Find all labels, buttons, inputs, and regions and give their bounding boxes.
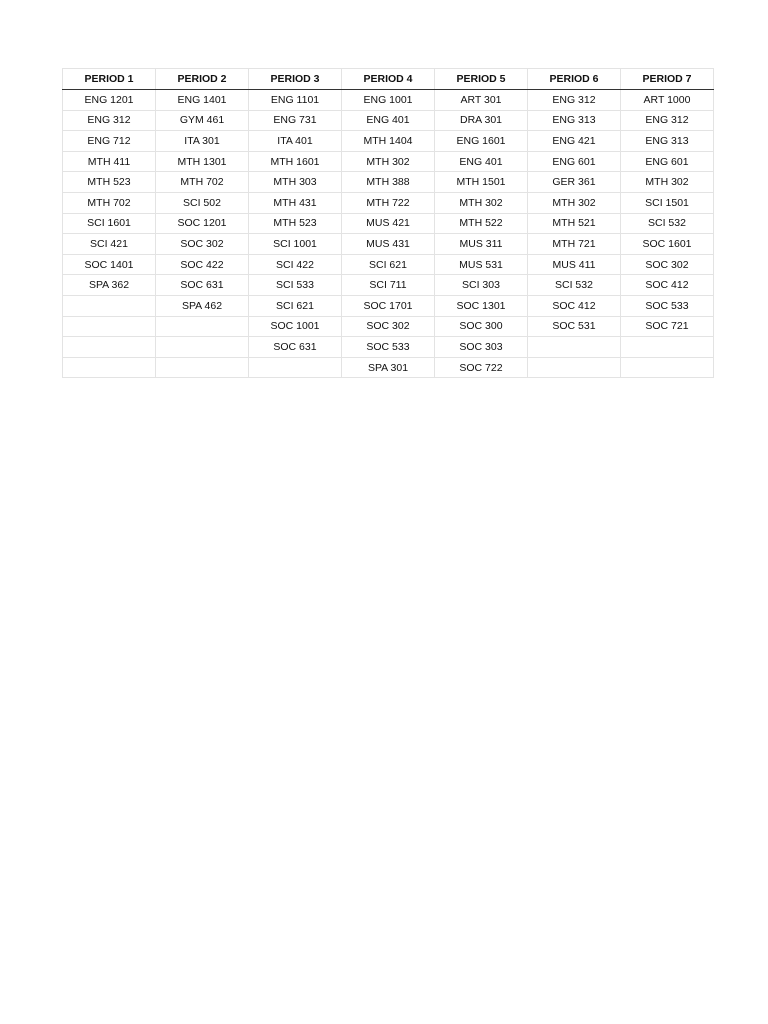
course-cell [63, 337, 156, 358]
course-cell: SCI 422 [249, 254, 342, 275]
course-cell: MUS 431 [342, 234, 435, 255]
course-cell [621, 357, 714, 378]
course-cell: SCI 502 [156, 192, 249, 213]
course-cell: MTH 1501 [435, 172, 528, 193]
course-cell: ENG 731 [249, 110, 342, 131]
course-cell: MTH 431 [249, 192, 342, 213]
course-cell: MUS 411 [528, 254, 621, 275]
course-cell [621, 337, 714, 358]
course-cell: MTH 302 [528, 192, 621, 213]
course-cell: SOC 1301 [435, 295, 528, 316]
period-header: PERIOD 4 [342, 69, 435, 90]
course-cell: SOC 531 [528, 316, 621, 337]
period-header: PERIOD 1 [63, 69, 156, 90]
course-cell: SOC 303 [435, 337, 528, 358]
course-cell [528, 357, 621, 378]
course-cell: SCI 1001 [249, 234, 342, 255]
course-cell: ENG 1001 [342, 90, 435, 111]
course-cell: SOC 302 [621, 254, 714, 275]
course-cell [156, 337, 249, 358]
course-cell: SCI 421 [63, 234, 156, 255]
period-schedule-table [62, 68, 714, 378]
table-row [63, 131, 714, 152]
course-cell: SOC 422 [156, 254, 249, 275]
course-cell: MTH 722 [342, 192, 435, 213]
course-cell: SOC 721 [621, 316, 714, 337]
table-row [63, 295, 714, 316]
course-cell: MTH 721 [528, 234, 621, 255]
course-cell: SOC 412 [621, 275, 714, 296]
course-cell: SOC 302 [342, 316, 435, 337]
course-cell: SPA 462 [156, 295, 249, 316]
period-header: PERIOD 7 [621, 69, 714, 90]
course-cell: MTH 1601 [249, 151, 342, 172]
course-cell: SCI 621 [249, 295, 342, 316]
course-cell: MUS 531 [435, 254, 528, 275]
course-cell [156, 357, 249, 378]
course-cell [528, 337, 621, 358]
course-cell: MUS 421 [342, 213, 435, 234]
course-cell [63, 316, 156, 337]
table-row [63, 275, 714, 296]
course-cell: ENG 1601 [435, 131, 528, 152]
course-cell: MTH 1404 [342, 131, 435, 152]
schedule-body [63, 90, 714, 378]
course-cell: ENG 313 [528, 110, 621, 131]
course-cell: ART 1000 [621, 90, 714, 111]
course-cell: SOC 412 [528, 295, 621, 316]
course-cell: MTH 302 [621, 172, 714, 193]
course-cell: SOC 722 [435, 357, 528, 378]
course-cell: ENG 401 [435, 151, 528, 172]
course-cell: ENG 1201 [63, 90, 156, 111]
course-cell: MTH 302 [342, 151, 435, 172]
course-cell: GYM 461 [156, 110, 249, 131]
course-cell: SPA 301 [342, 357, 435, 378]
period-header: PERIOD 2 [156, 69, 249, 90]
course-cell: ENG 312 [63, 110, 156, 131]
period-header: PERIOD 6 [528, 69, 621, 90]
course-cell: SCI 533 [249, 275, 342, 296]
course-cell: MTH 302 [435, 192, 528, 213]
table-row [63, 234, 714, 255]
course-cell: ENG 312 [621, 110, 714, 131]
table-row [63, 172, 714, 193]
table-row [63, 337, 714, 358]
course-cell: SOC 300 [435, 316, 528, 337]
course-cell: SCI 1501 [621, 192, 714, 213]
table-row [63, 90, 714, 111]
table-row [63, 357, 714, 378]
course-cell: MTH 523 [63, 172, 156, 193]
course-cell: SOC 1201 [156, 213, 249, 234]
course-cell: SOC 1701 [342, 295, 435, 316]
course-cell: MTH 1301 [156, 151, 249, 172]
course-cell: MTH 411 [63, 151, 156, 172]
course-cell: SOC 1601 [621, 234, 714, 255]
course-cell: SCI 303 [435, 275, 528, 296]
header-row [63, 69, 714, 90]
course-cell: ART 301 [435, 90, 528, 111]
course-cell [156, 316, 249, 337]
course-cell: ENG 1101 [249, 90, 342, 111]
table-row [63, 254, 714, 275]
course-cell: MTH 523 [249, 213, 342, 234]
course-cell: SOC 631 [156, 275, 249, 296]
course-cell: SOC 533 [342, 337, 435, 358]
course-cell: ENG 712 [63, 131, 156, 152]
course-cell: SOC 1001 [249, 316, 342, 337]
course-cell: MUS 311 [435, 234, 528, 255]
table-row [63, 316, 714, 337]
course-cell: ENG 401 [342, 110, 435, 131]
course-cell: SCI 532 [528, 275, 621, 296]
table-row [63, 192, 714, 213]
course-cell: SOC 1401 [63, 254, 156, 275]
course-cell: MTH 702 [63, 192, 156, 213]
course-cell: SCI 1601 [63, 213, 156, 234]
table-row [63, 151, 714, 172]
course-cell: ITA 401 [249, 131, 342, 152]
course-cell: SOC 631 [249, 337, 342, 358]
course-cell: MTH 702 [156, 172, 249, 193]
course-cell: DRA 301 [435, 110, 528, 131]
course-cell: ENG 601 [528, 151, 621, 172]
course-cell: ENG 1401 [156, 90, 249, 111]
course-cell: MTH 388 [342, 172, 435, 193]
period-header: PERIOD 5 [435, 69, 528, 90]
course-cell: ENG 421 [528, 131, 621, 152]
course-cell: ITA 301 [156, 131, 249, 152]
course-cell: ENG 312 [528, 90, 621, 111]
course-cell: GER 361 [528, 172, 621, 193]
course-cell [249, 357, 342, 378]
course-cell: SOC 302 [156, 234, 249, 255]
course-cell: MTH 521 [528, 213, 621, 234]
course-cell: SPA 362 [63, 275, 156, 296]
course-cell: SCI 532 [621, 213, 714, 234]
table-row [63, 213, 714, 234]
course-cell: SCI 621 [342, 254, 435, 275]
course-cell: MTH 303 [249, 172, 342, 193]
course-cell [63, 295, 156, 316]
course-cell: ENG 601 [621, 151, 714, 172]
period-header: PERIOD 3 [249, 69, 342, 90]
course-cell: SOC 533 [621, 295, 714, 316]
course-cell: ENG 313 [621, 131, 714, 152]
course-cell: SCI 711 [342, 275, 435, 296]
course-cell [63, 357, 156, 378]
course-cell: MTH 522 [435, 213, 528, 234]
table-row [63, 110, 714, 131]
